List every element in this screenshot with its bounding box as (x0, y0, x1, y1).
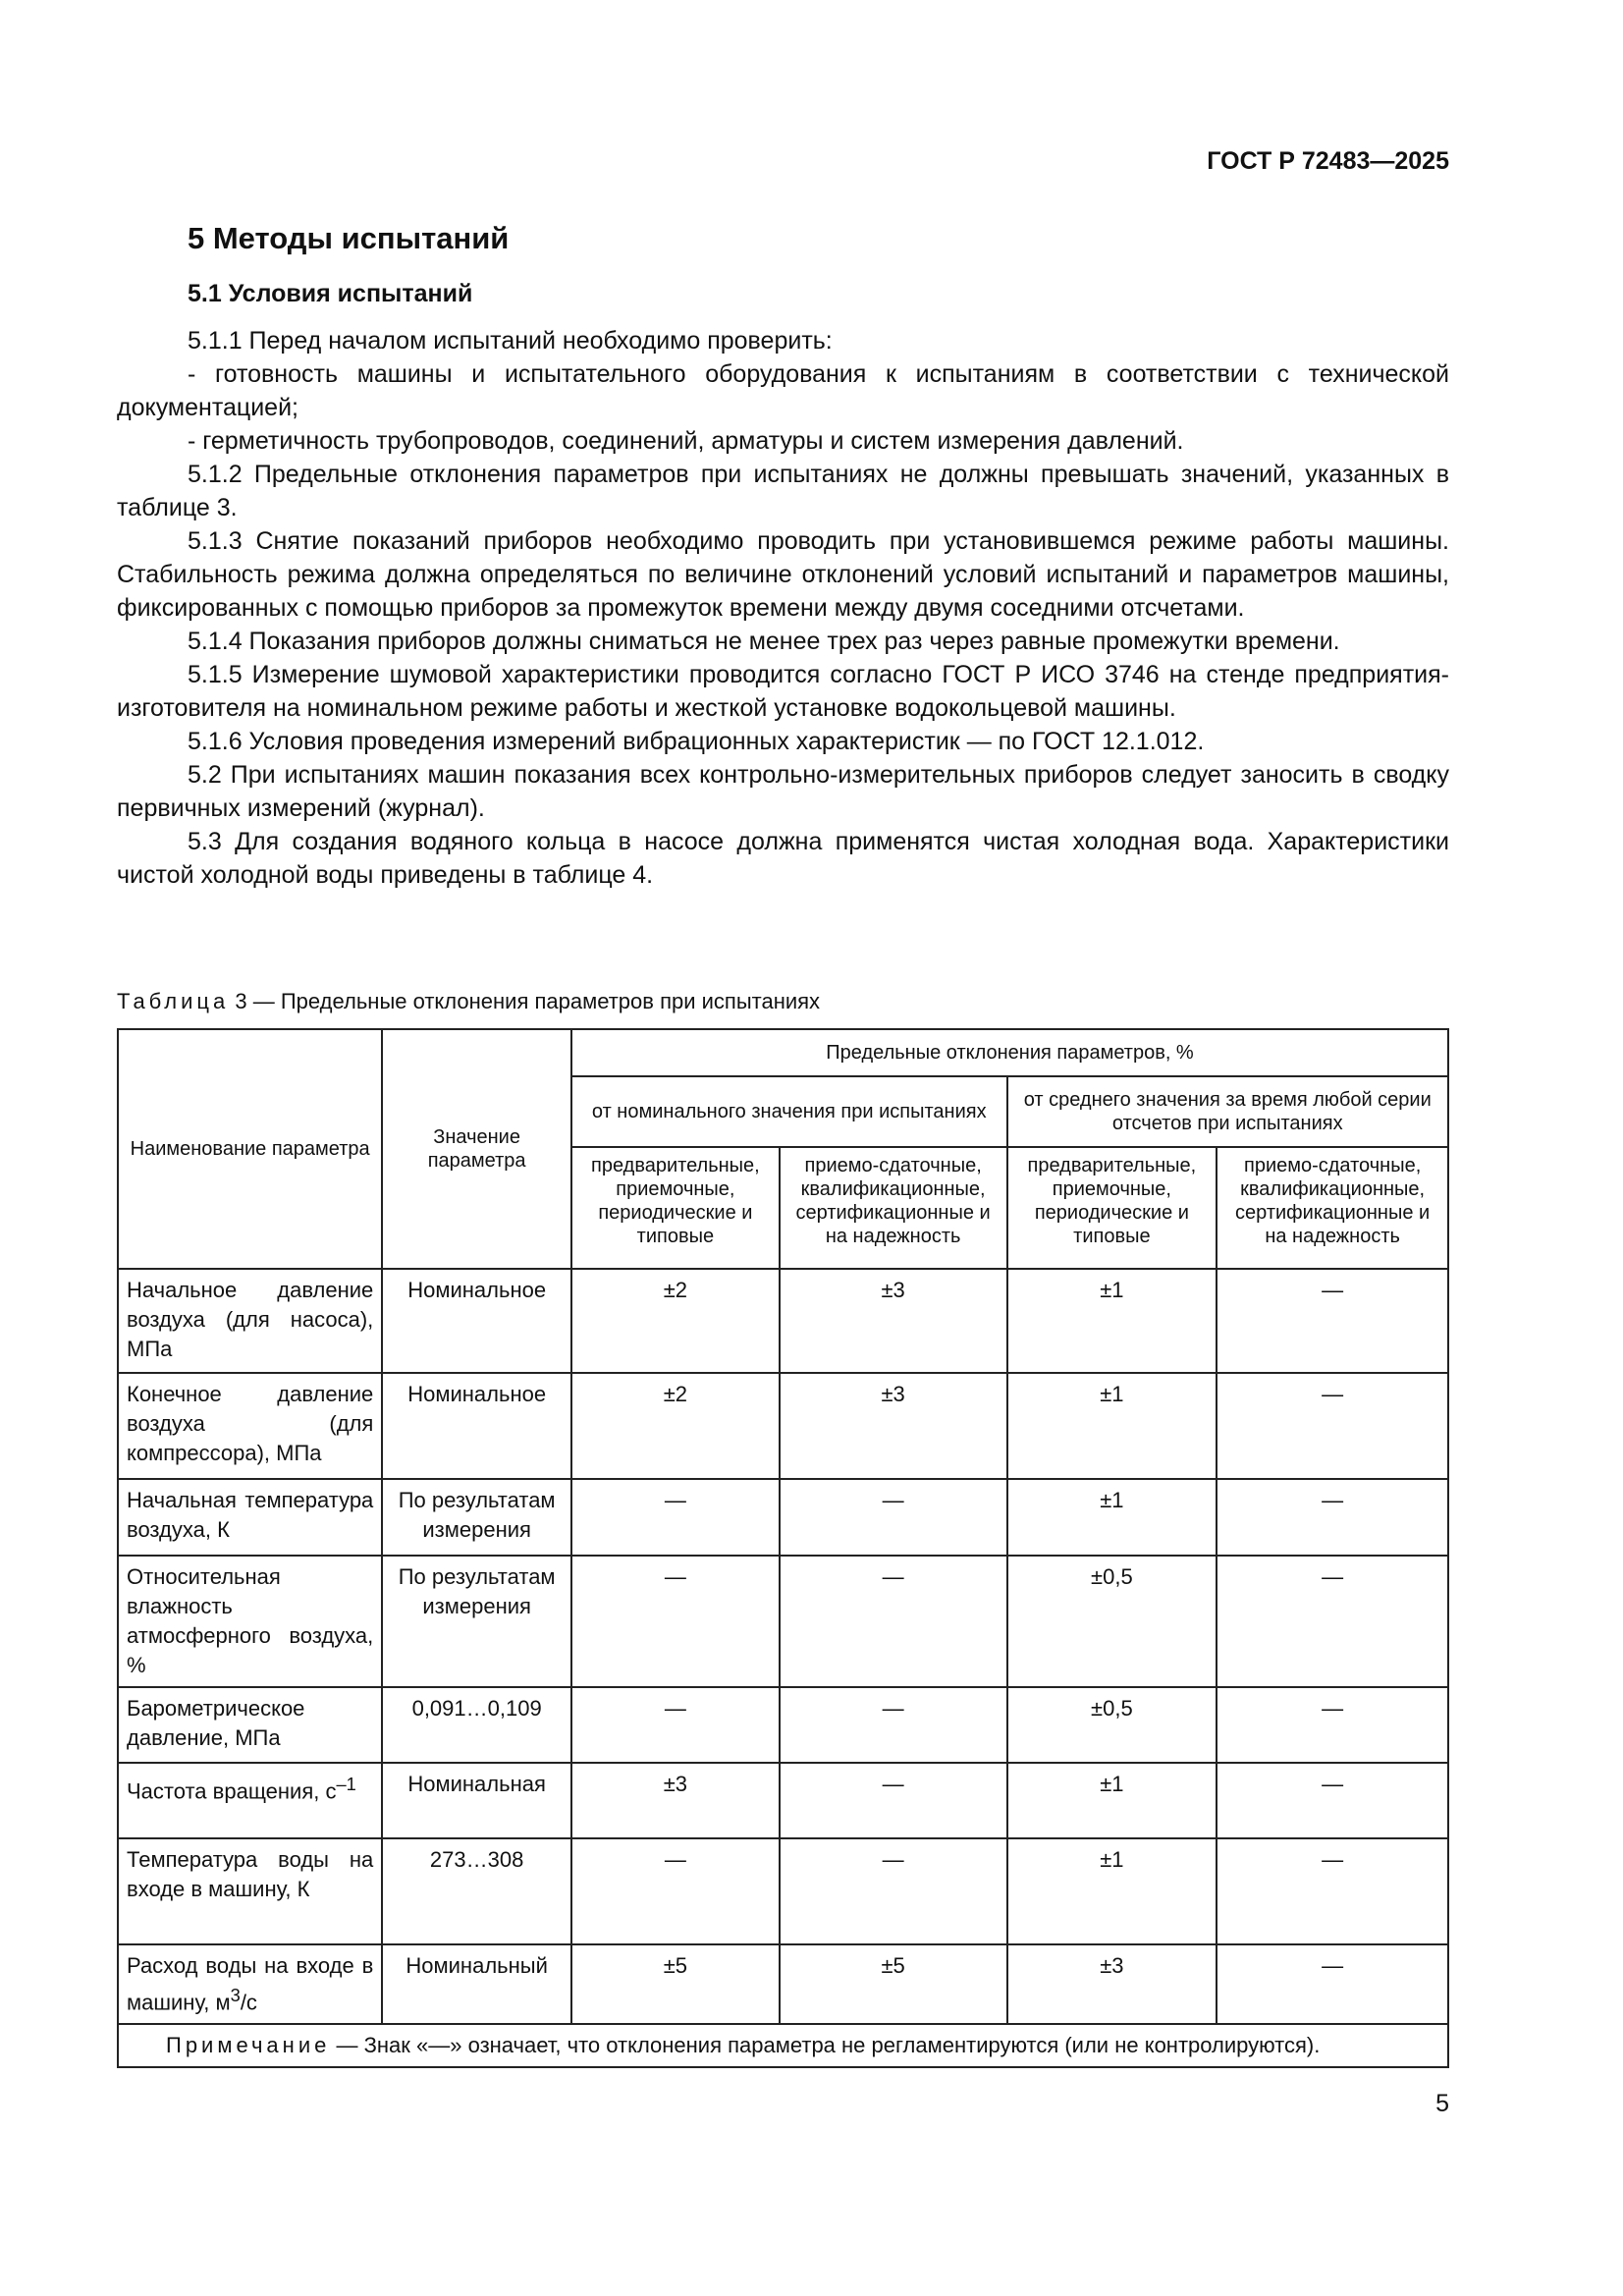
row-param-name-tail: /с (240, 1990, 257, 2015)
row-deviation-4: — (1217, 1763, 1448, 1838)
row-deviation-3: ±1 (1007, 1479, 1217, 1556)
row-param-value: Номинальное (382, 1269, 571, 1373)
row-param-name: Относительная влажность атмосферного воздуха, % (118, 1556, 382, 1687)
row-deviation-2: — (780, 1479, 1007, 1556)
table-row (118, 1944, 1448, 2024)
header-from-nominal: от номинального значения при испытаниях (571, 1076, 1007, 1147)
row-deviation-3: ±1 (1007, 1763, 1217, 1838)
row-param-value: Номинальное (382, 1373, 571, 1479)
table-row (118, 1269, 1448, 1373)
table-row (118, 1687, 1448, 1763)
row-param-value: 273…308 (382, 1838, 571, 1944)
row-deviation-4: — (1217, 1269, 1448, 1373)
row-param-value: По результатам измерения (382, 1556, 571, 1687)
paragraph-5-1-2: 5.1.2 Предельные отклонения параметров при испытаниях не должны превышать значений, указанных в таблице 3. (117, 461, 1449, 521)
table-caption-label: Таблица (117, 989, 230, 1013)
header-col-2: приемо-сдаточные, квалификационные, сертификационные и на надежность (780, 1147, 1007, 1269)
bullet-tightness: - герметичность трубопроводов, соединений, арматуры и систем измерения давлений. (188, 427, 1184, 455)
table-caption (117, 989, 820, 1014)
row-deviation-2: ±3 (780, 1269, 1007, 1373)
row-param-name-exponent: 3 (230, 1985, 241, 2005)
row-deviation-3: ±0,5 (1007, 1556, 1217, 1687)
header-col-3: предварительные, приемочные, периодические и типовые (1007, 1147, 1217, 1269)
table-row (118, 1838, 1448, 1944)
row-param-name (118, 1763, 382, 1838)
row-param-name: Барометрическое давление, МПа (118, 1687, 382, 1763)
row-deviation-3: ±3 (1007, 1944, 1217, 2024)
row-param-name-exponent: –1 (336, 1774, 356, 1794)
subsection-title: 5.1 Условия испытаний (188, 280, 473, 307)
row-param-name-text: Частота вращения, с (127, 1778, 337, 1804)
row-deviation-4: — (1217, 1373, 1448, 1479)
header-parameter-value: Значение параметра (382, 1029, 571, 1269)
row-param-name: Начальная температура воздуха, К (118, 1479, 382, 1556)
row-deviation-2: ±3 (780, 1373, 1007, 1479)
header-deviations: Предельные отклонения параметров, % (571, 1029, 1448, 1076)
paragraph-5-2: 5.2 При испытаниях машин показания всех контрольно-измерительных приборов следует заносить в сводку первичных измерений (журнал). (117, 761, 1449, 822)
row-deviation-2: — (780, 1838, 1007, 1944)
table-row (118, 1556, 1448, 1687)
table-row (118, 1763, 1448, 1838)
row-deviation-2: — (780, 1763, 1007, 1838)
row-deviation-3: ±1 (1007, 1838, 1217, 1944)
row-deviation-4: — (1217, 1838, 1448, 1944)
row-deviation-1: ±2 (571, 1373, 780, 1479)
row-deviation-2: — (780, 1556, 1007, 1687)
paragraph-5-3: 5.3 Для создания водяного кольца в насосе должна применятся чистая холодная вода. Характеристики чистой холодной воды приведены в таблице 4. (117, 828, 1449, 889)
paragraph-5-1-5: 5.1.5 Измерение шумовой характеристики проводится согласно ГОСТ Р ИСО 3746 на стенде предприятия-изготовителя на номинальном режиме работы и жесткой установке водокольцевой машины. (117, 661, 1449, 722)
row-deviation-1: — (571, 1479, 780, 1556)
row-deviation-4: — (1217, 1944, 1448, 2024)
row-param-name: Температура воды на входе в машину, К (118, 1838, 382, 1944)
row-deviation-3: ±0,5 (1007, 1687, 1217, 1763)
row-deviation-1: — (571, 1556, 780, 1687)
table-note-row (118, 2024, 1448, 2067)
page-number: 5 (1435, 2090, 1449, 2117)
row-param-name: Начальное давление воздуха (для насоса), МПа (118, 1269, 382, 1373)
document-code: ГОСТ Р 72483—2025 (1207, 147, 1449, 175)
row-deviation-4: — (1217, 1556, 1448, 1687)
row-deviation-2: — (780, 1687, 1007, 1763)
row-deviation-3: ±1 (1007, 1269, 1217, 1373)
row-param-value: По результатам измерения (382, 1479, 571, 1556)
row-param-value: Номинальная (382, 1763, 571, 1838)
row-deviation-4: — (1217, 1479, 1448, 1556)
paragraph-5-1-3: 5.1.3 Снятие показаний приборов необходимо проводить при установившемся режиме работы машины. Стабильность режима должна определяться по величине отклонений условий испытаний и параметров машины, фиксированных с помощью приборов за промежуток времени между двумя соседними отсчетами. (117, 527, 1449, 622)
row-param-name: Конечное давление воздуха (для компрессора), МПа (118, 1373, 382, 1479)
row-deviation-2: ±5 (780, 1944, 1007, 2024)
row-deviation-3: ±1 (1007, 1373, 1217, 1479)
row-param-value: 0,091…0,109 (382, 1687, 571, 1763)
note-text: — Знак «—» означает, что отклонения параметра не регламентируются (или не контролируются). (336, 2033, 1321, 2058)
row-deviation-1: ±2 (571, 1269, 780, 1373)
row-deviation-4: — (1217, 1687, 1448, 1763)
row-param-name-text: Расход воды на входе в машину, м (127, 1953, 374, 2015)
main-content (117, 221, 1449, 892)
table-row (118, 1479, 1448, 1556)
table-row (118, 1373, 1448, 1479)
row-param-name (118, 1944, 382, 2024)
header-col-4: приемо-сдаточные, квалификационные, сертификационные и на надежность (1217, 1147, 1448, 1269)
row-deviation-1: — (571, 1687, 780, 1763)
section-title: 5 Методы испытаний (188, 221, 510, 255)
header-col-1: предварительные, приемочные, периодические и типовые (571, 1147, 780, 1269)
row-param-value: Номинальный (382, 1944, 571, 2024)
row-deviation-1: ±5 (571, 1944, 780, 2024)
header-from-average: от среднего значения за время любой серии отсчетов при испытаниях (1007, 1076, 1449, 1147)
table-note (118, 2024, 1448, 2067)
paragraph-5-1-4: 5.1.4 Показания приборов должны сниматься не менее трех раз через равные промежутки времени. (188, 628, 1340, 655)
paragraph-5-1-1: 5.1.1 Перед началом испытаний необходимо проверить: (188, 327, 833, 355)
header-parameter-name: Наименование параметра (118, 1029, 382, 1269)
bullet-readiness: - готовность машины и испытательного оборудования к испытаниям в соответствии с технической документацией; (117, 360, 1449, 421)
row-deviation-1: — (571, 1838, 780, 1944)
note-label: Примечание (166, 2033, 331, 2058)
deviations-table (117, 1028, 1449, 2068)
row-deviation-1: ±3 (571, 1763, 780, 1838)
paragraph-5-1-6: 5.1.6 Условия проведения измерений вибрационных характеристик — по ГОСТ 12.1.012. (188, 728, 1205, 755)
table-caption-text: 3 — Предельные отклонения параметров при испытаниях (235, 989, 821, 1013)
